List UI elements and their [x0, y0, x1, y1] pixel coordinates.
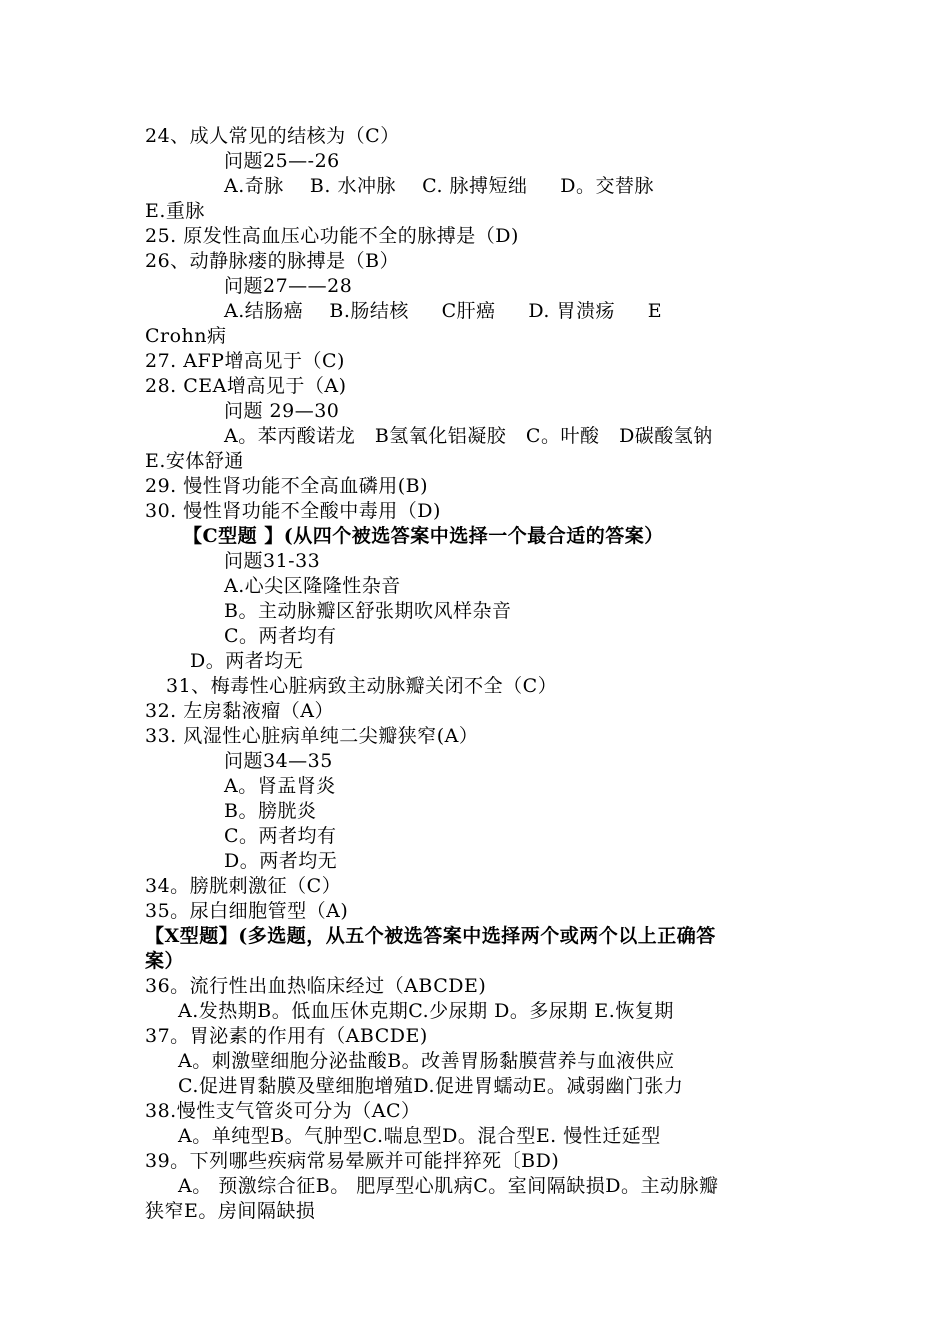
option-d-31-33: D。两者均无 [190, 650, 304, 672]
section-heading-c-type: 【C型题 】(从四个被选答案中选择一个最合适的答案） [183, 525, 664, 547]
options-25-26-cont: E.重脉 [145, 200, 205, 222]
question-25: 25. 原发性高血压心功能不全的脉搏是（D) [145, 225, 519, 247]
options-36: A.发热期B。低血压休克期C.少尿期 D。多尿期 E.恢复期 [178, 1000, 674, 1022]
options-29-30: A。苯丙酸诺龙 B氢氧化铝凝胶 C。叶酸 D碳酸氢钠 [224, 425, 713, 447]
question-31: 31、梅毒性心脏病致主动脉瓣关闭不全（C） [166, 675, 558, 697]
options-39-line-2: 狭窄E。房间隔缺损 [145, 1200, 316, 1222]
question-35: 35。尿白细胞管型（A) [145, 900, 349, 922]
option-a-31-33: A.心尖区隆隆性杂音 [224, 575, 401, 597]
question-27: 27. AFP增高见于（C) [145, 350, 345, 372]
options-29-30-cont: E.安体舒通 [145, 450, 244, 472]
question-33: 33. 风湿性心脏病单纯二尖瓣狭窄(A） [145, 725, 479, 747]
options-37-line-2: C.促进胃黏膜及壁细胞增殖D.促进胃蠕动E。减弱幽门张力 [178, 1075, 684, 1097]
options-27-28-cont: Crohn病 [145, 325, 227, 347]
group-header-29-30: 问题 29—30 [224, 400, 340, 422]
question-32: 32. 左房黏液瘤（A） [145, 700, 334, 722]
option-c-34-35: C。两者均有 [224, 825, 337, 847]
options-25-26: A.奇脉 B. 水冲脉 C. 脉搏短绌 D。交替脉 [224, 175, 654, 197]
option-b-31-33: B。主动脉瓣区舒张期吹风样杂音 [224, 600, 512, 622]
section-heading-x-type-cont: 案） [145, 950, 185, 972]
question-30: 30. 慢性肾功能不全酸中毒用（D) [145, 500, 441, 522]
group-header-34-35: 问题34—35 [224, 750, 333, 772]
options-38: A。单纯型B。气肿型C.喘息型D。混合型E. 慢性迁延型 [178, 1125, 661, 1147]
section-heading-x-type: 【X型题】(多选题，从五个被选答案中选择两个或两个以上正确答 [145, 925, 716, 947]
group-header-25-26: 问题25—-26 [224, 150, 340, 172]
question-28: 28. CEA增高见于（A) [145, 375, 347, 397]
question-24: 24、成人常见的结核为（C） [145, 125, 400, 147]
question-39: 39。下列哪些疾病常易晕厥并可能拌猝死〔BD) [145, 1150, 560, 1172]
group-header-31-33: 问题31-33 [224, 550, 321, 572]
option-d-34-35: D。两者均无 [224, 850, 338, 872]
group-header-27-28: 问题27——28 [224, 275, 353, 297]
question-26: 26、动静脉瘘的脉搏是（B） [145, 250, 400, 272]
question-37: 37。胃泌素的作用有（ABCDE) [145, 1025, 428, 1047]
option-a-34-35: A。肾盂肾炎 [224, 775, 336, 797]
option-b-34-35: B。膀胱炎 [224, 800, 317, 822]
question-36: 36。流行性出血热临床经过（ABCDE) [145, 975, 487, 997]
options-37-line-1: A。刺激壁细胞分泌盐酸B。改善胃肠黏膜营养与血液供应 [178, 1050, 675, 1072]
question-34: 34。膀胱刺激征（C） [145, 875, 342, 897]
options-27-28: A.结肠癌 B.肠结核 C肝癌 D. 胃溃疡 E [224, 300, 663, 322]
question-38: 38.慢性支气管炎可分为（AC） [145, 1100, 421, 1122]
options-39-line-1: A。 预激综合征B。 肥厚型心肌病C。室间隔缺损D。主动脉瓣 [178, 1175, 719, 1197]
question-29: 29. 慢性肾功能不全高血磷用(B) [145, 475, 429, 497]
option-c-31-33: C。两者均有 [224, 625, 337, 647]
